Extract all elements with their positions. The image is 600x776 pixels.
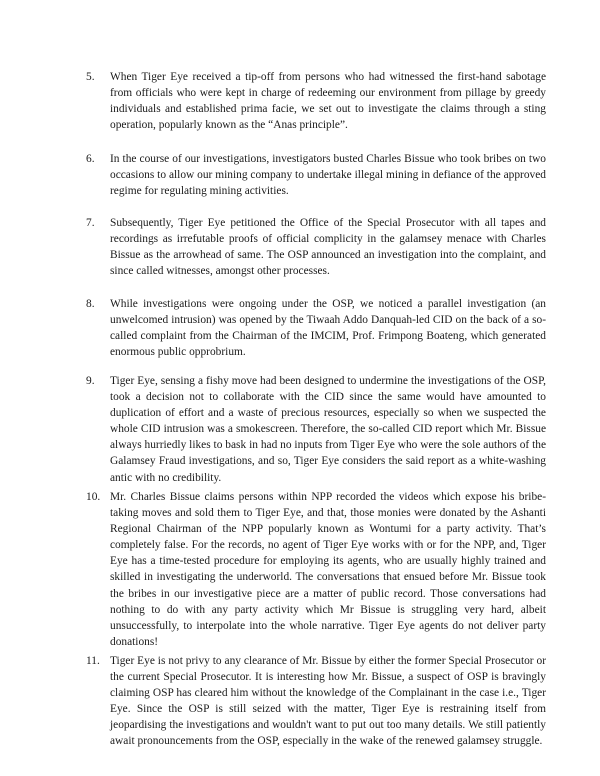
- paragraph-number: 8.: [86, 298, 95, 310]
- paragraph-text: Tiger Eye is not privy to any clearance of Mr. Bissue by either the former Special Prosecutor or the current Special Prosecutor. It is interesting how Mr. Bissue, a suspect of OSP is bravingly claiming OSP has cleared him without the knowledge of the Complainant in the case i.e., Tiger Eye. Since the OSP is still seized with the matter, Tiger Eye is restraining itself from jeopardising the investigations and wouldn't want to put out too many details. We still patiently await pronouncements from the OSP, especially in the wake of the renewed galamsey struggle.: [110, 655, 546, 748]
- paragraph-number: 6.: [86, 153, 95, 165]
- paragraph-number: 5.: [86, 71, 95, 83]
- paragraph-text: When Tiger Eye received a tip-off from persons who had witnessed the first-hand sabotage from officials who were kept in charge of redeeming our environment from pillage by greedy individuals and established prima facie, we set out to investigate the claims through a sting operation, popularly known as the “Anas principle”.: [110, 71, 546, 132]
- paragraph-text: While investigations were ongoing under the OSP, we noticed a parallel investigation (an unwelcomed intrusion) was opened by the Tiwaah Addo Danquah-led CID on the back of a so-called complaint from the Chairman of the IMCIM, Prof. Frimpong Boateng, which generated enormous public opprobrium.: [110, 298, 546, 359]
- paragraph-number: 7.: [86, 217, 95, 229]
- paragraph-10: [86, 489, 546, 650]
- paragraph-7: [86, 215, 546, 279]
- paragraph-text: Tiger Eye, sensing a fishy move had been designed to undermine the investigations of the OSP, took a decision not to collaborate with the CID since the same would have amounted to duplication of effort and a waste of precious resources, especially so when we suspected the whole CID intrusion was a smokescreen. Therefore, the so-called CID report which Mr. Bissue always hurriedly likes to bask in had no inputs from Tiger Eye who were the sole authors of the Galamsey Fraud investigations, and so, Tiger Eye considers the said report as a white-washing antic with no credibility.: [110, 375, 546, 484]
- paragraph-text: Subsequently, Tiger Eye petitioned the Office of the Special Prosecutor with all tapes and recordings as irrefutable proofs of official complicity in the galamsey menace with Charles Bissue as the arrowhead of same. The OSP announced an investigation into the complaint, and since called witnesses, amongst other processes.: [110, 217, 546, 278]
- paragraph-number: 9.: [86, 375, 95, 387]
- paragraph-9: [86, 373, 546, 486]
- paragraph-6: [86, 151, 546, 199]
- paragraph-5: [86, 69, 546, 133]
- paragraph-11: [86, 653, 546, 750]
- paragraph-number: 10.: [86, 491, 101, 503]
- paragraph-8: [86, 296, 546, 360]
- paragraph-text: In the course of our investigations, investigators busted Charles Bissue who took bribes on two occasions to allow our mining company to undertake illegal mining in defiance of the approved regime for regulating mining activities.: [110, 153, 546, 198]
- paragraph-number: 11.: [86, 655, 100, 667]
- paragraph-text: Mr. Charles Bissue claims persons within NPP recorded the videos which expose his bribe-taking moves and sold them to Tiger Eye, and that, those monies were donated by the Ashanti Regional Chairman of the NPP popularly known as Wontumi for a party activity. That’s completely false. For the records, no agent of Tiger Eye works with or for the NPP, and, Tiger Eye has a time-tested procedure for employing its agents, who are usually highly trained and skilled in investigating the underworld. The conversations that ensued before Mr. Bissue took the bribes in our investigative piece are a matter of public record. Those conversations had nothing to do with any party activity which Mr Bissue is struggling very hard, albeit unsuccessfully, to interpolate into the whole narrative. Tiger Eye agents do not deliver party donations!: [110, 491, 546, 648]
